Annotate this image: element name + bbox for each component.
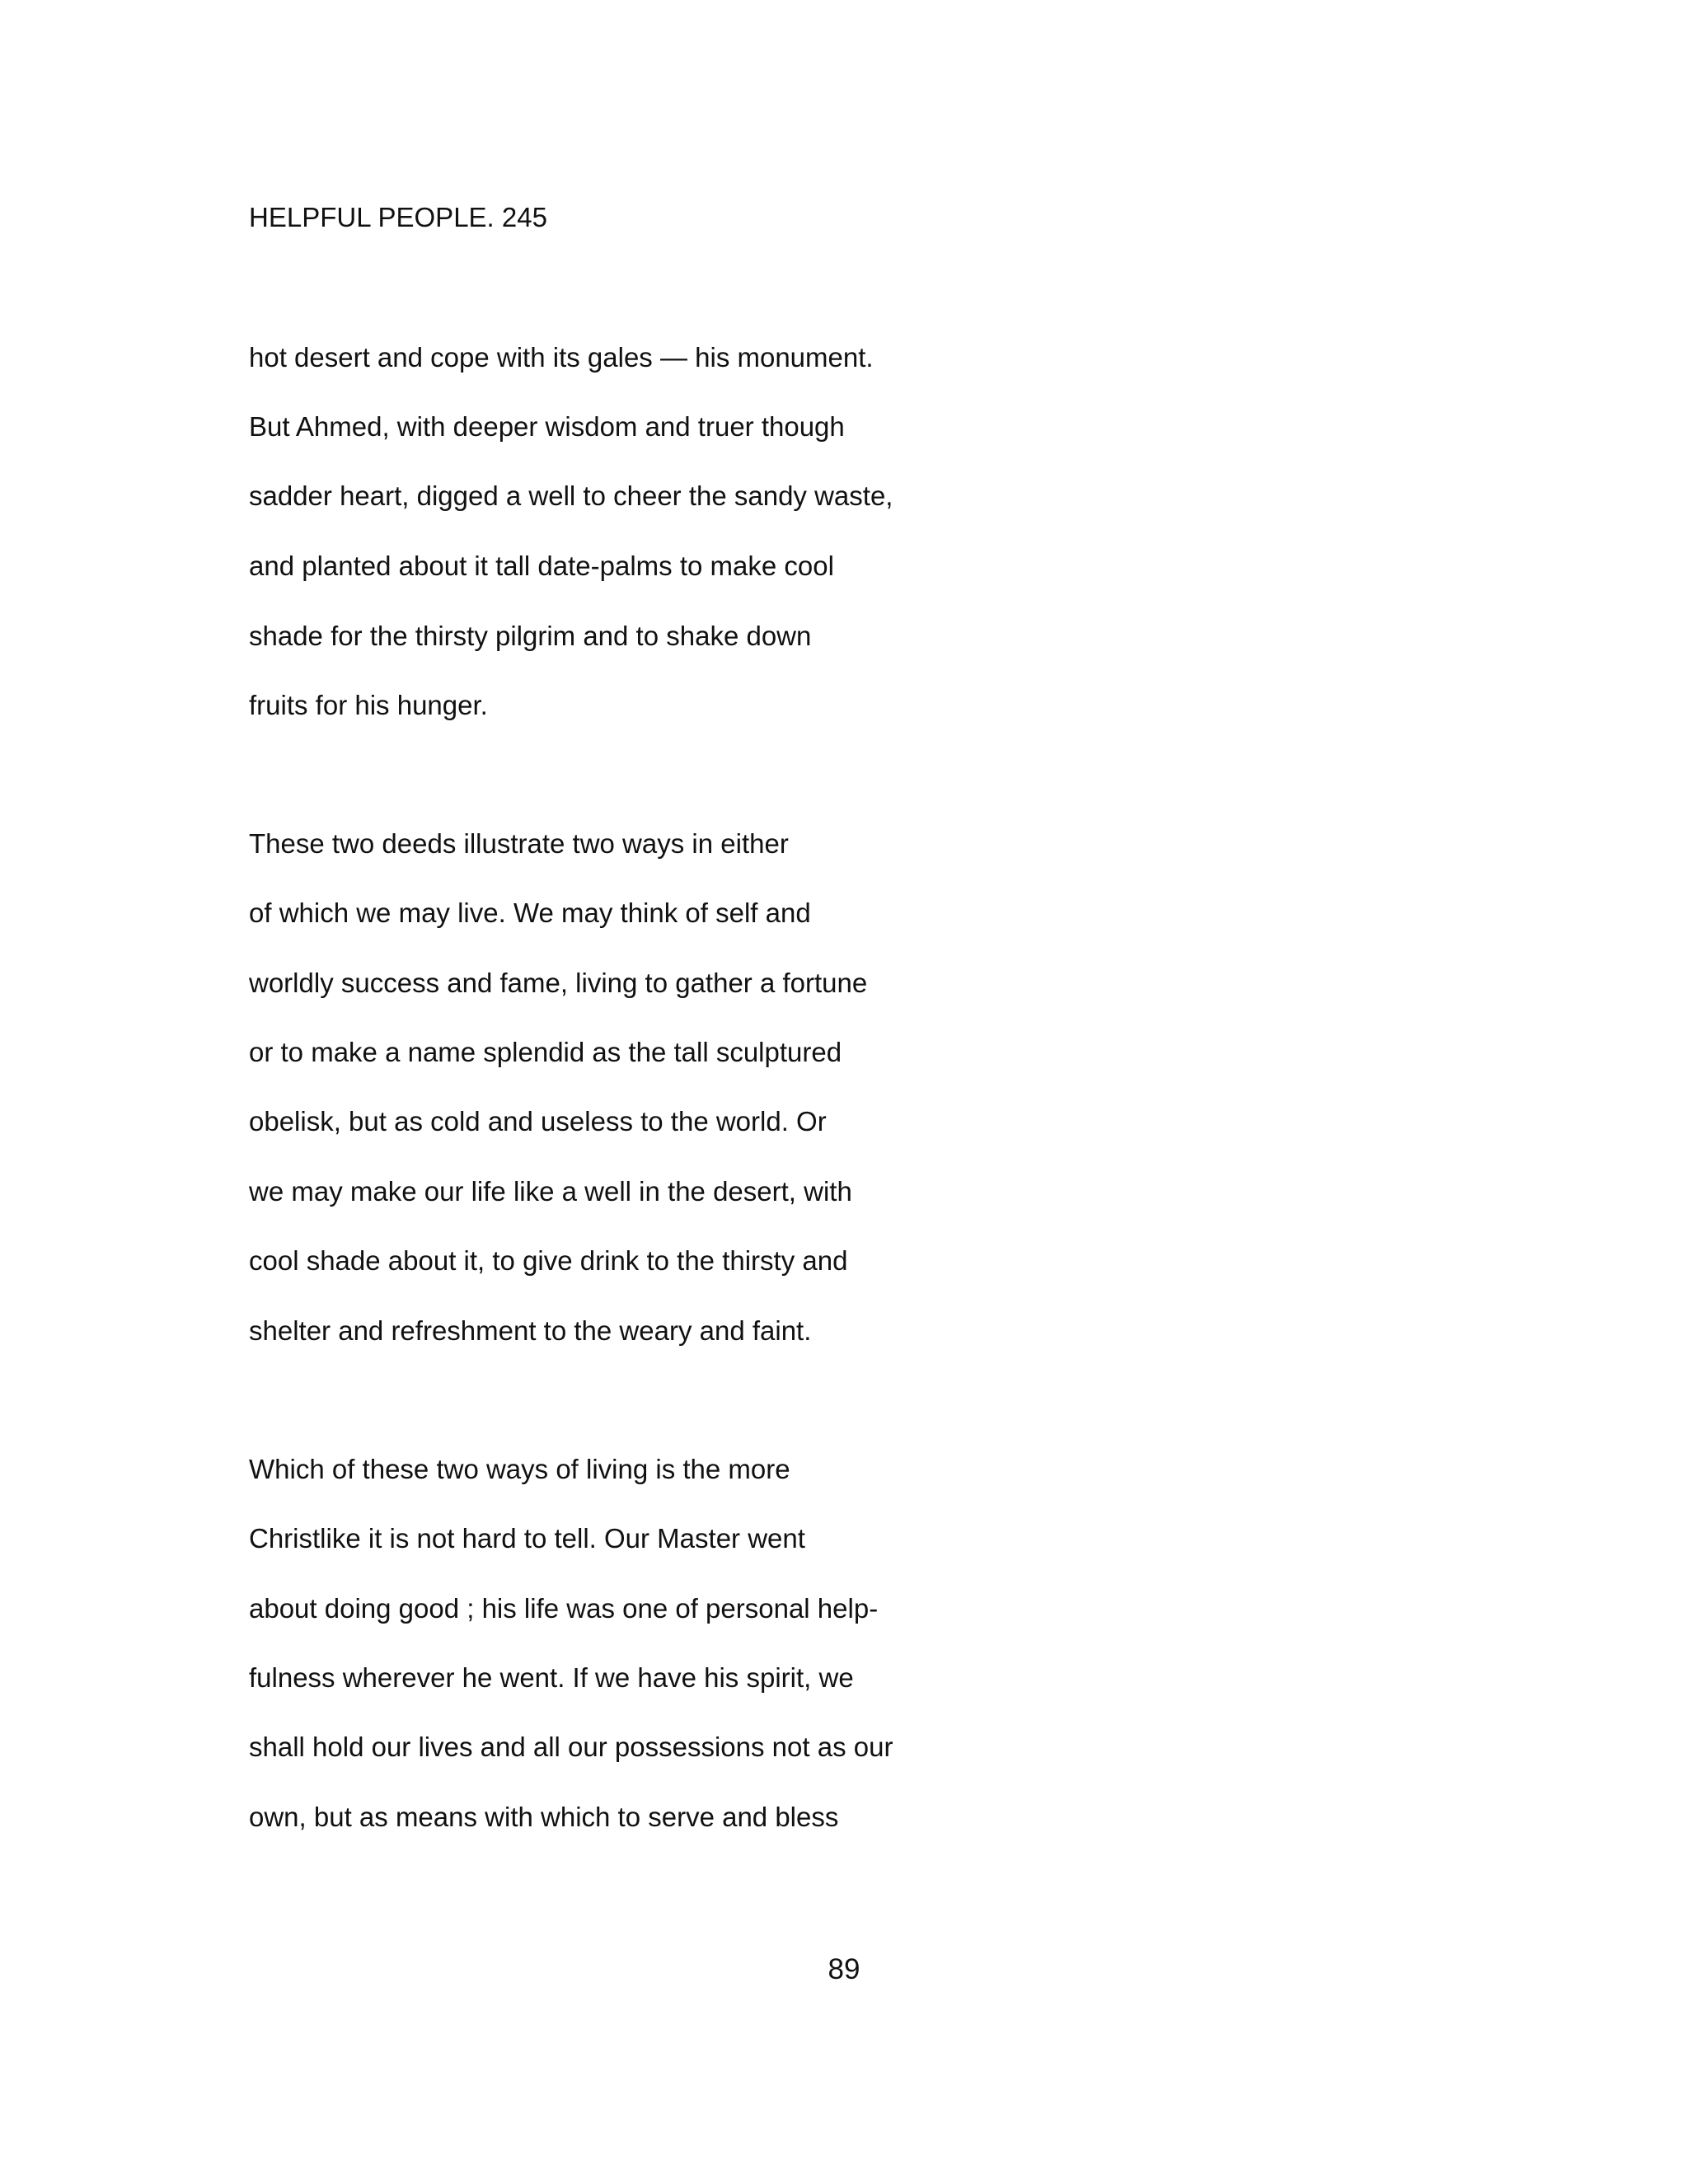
paragraph-1-line-1: hot desert and cope with its gales — his monument.	[249, 342, 874, 373]
paragraph-3-line-1: Which of these two ways of living is the more	[249, 1454, 790, 1484]
paragraph-1-line-5: shade for the thirsty pilgrim and to shake down	[249, 621, 812, 651]
paragraph-2-line-2: of which we may live. We may think of self and	[249, 898, 811, 928]
paragraph-2-line-1: These two deeds illustrate two ways in either	[249, 828, 789, 859]
paragraph-2-line-7: cool shade about it, to give drink to the thirsty and	[249, 1245, 848, 1276]
paragraph-2-line-6: we may make our life like a well in the desert, with	[249, 1176, 852, 1207]
running-header: HELPFUL PEOPLE. 245	[249, 202, 547, 232]
paragraph-2-line-3: worldly success and fame, living to gather a fortune	[249, 968, 868, 998]
paragraph-1-line-3: sadder heart, digged a well to cheer the sandy waste,	[249, 480, 893, 511]
paragraph-1-line-6: fruits for his hunger.	[249, 690, 488, 720]
paragraph-3-line-2: Christlike it is not hard to tell. Our Master went	[249, 1523, 805, 1554]
paragraph-2-line-4: or to make a name splendid as the tall sculptured	[249, 1037, 842, 1067]
paragraph-3-line-6: own, but as means with which to serve and bless	[249, 1802, 839, 1832]
paragraph-3-line-5: shall hold our lives and all our possessions not as our	[249, 1732, 893, 1762]
paragraph-1-line-2: But Ahmed, with deeper wisdom and truer though	[249, 411, 845, 442]
paragraph-3-line-4: fulness wherever he went. If we have his spirit, we	[249, 1662, 854, 1693]
paragraph-3-line-3: about doing good ; his life was one of personal help-	[249, 1593, 879, 1624]
paragraph-1-line-4: and planted about it tall date-palms to make cool	[249, 551, 834, 581]
paragraph-2-line-8: shelter and refreshment to the weary and faint.	[249, 1315, 812, 1346]
paragraph-2-line-5: obelisk, but as cold and useless to the world. Or	[249, 1106, 827, 1137]
page-number: 89	[828, 1953, 860, 1985]
